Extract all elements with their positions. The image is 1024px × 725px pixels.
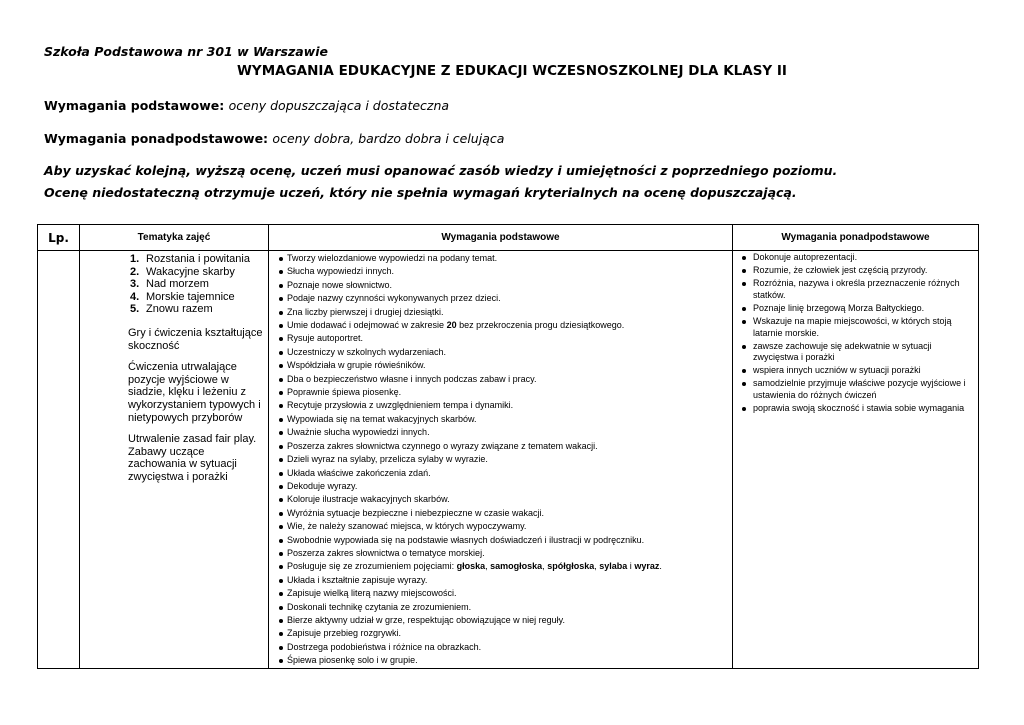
advanced-requirements-list [733,251,978,415]
list-item: Poszerza zakres słownictwa o tematyce morskiej. [279,547,728,560]
list-item: poprawia swoją skoczność i stawia sobie wymagania [742,403,974,415]
topic-paragraph-fair-play: Utrwalenie zasad fair play. Zabawy uczące zachowania w sytuacji zwycięstwa i porażki [128,433,257,483]
cell-lp [38,251,80,669]
note-failing-grade: Ocenę niedostateczną otrzymuje uczeń, który nie spełnia wymagań kryterialnych na ocenę dopuszczającą. [44,185,797,200]
list-item: Wypowiada się na temat wakacyjnych skarbów. [279,413,728,426]
list-item: Dokonuje autoprezentacji. [742,252,974,264]
list-item: Śpiewa piosenkę solo i w grupie. [279,654,728,667]
list-item: Uczestniczy w szkolnych wydarzeniach. [279,346,728,359]
table-row [38,251,979,669]
table-header-row [38,225,979,251]
header-advanced: Wymagania ponadpodstawowe [733,225,979,251]
list-item: Bierze aktywny udział w grze, respektując obowiązujące w niej reguły. [279,614,728,627]
list-item: Swobodnie wypowiada się na podstawie własnych doświadczeń i ilustracji w podręczniku. [279,534,728,547]
cell-basic-requirements [269,251,733,669]
list-item: wspiera innych uczniów w sytuacji porażki [742,365,974,377]
list-item: Poznaje nowe słownictwo. [279,279,728,292]
list-item: Posługuje się ze zrozumieniem pojęciami: głoska, samogłoska, spółgłoska, sylaba i wyraz. [279,560,728,573]
topic-paragraph-jumping: Gry i ćwiczenia kształtujące skoczność [128,326,263,352]
list-item: Zapisuje wielką literą nazwy miejscowości. [279,587,728,600]
list-item: samodzielnie przyjmuje właściwe pozycje wyjściowe i ustawienia do różnych ćwiczeń [742,378,974,401]
list-item: Rysuje autoportret. [279,332,728,345]
list-item: Wie, że należy szanować miejsca, w których wypoczywamy. [279,520,728,533]
cell-topics [80,251,269,669]
topic-item: 5. Znowu razem [130,303,213,316]
list-item: Recytuje przysłowia z uwzględnieniem tempa i dynamiki. [279,399,728,412]
list-item: Uważnie słucha wypowiedzi innych. [279,426,728,439]
list-item: Tworzy wielozdaniowe wypowiedzi na podany temat. [279,252,728,265]
list-item: Dekoduje wyrazy. [279,480,728,493]
list-item: Układa i kształtnie zapisuje wyrazy. [279,574,728,587]
list-item: Dzieli wyraz na sylaby, przelicza sylaby w wyrazie. [279,453,728,466]
advanced-requirements-label: Wymagania ponadpodstawowe: [44,131,269,146]
list-item: Koloruje ilustracje wakacyjnych skarbów. [279,493,728,506]
topic-item: 2. Wakacyjne skarby [130,265,235,278]
list-item: Umie dodawać i odejmować w zakresie 20 bez przekroczenia progu dziesiątkowego. [279,319,728,332]
topic-item: 4. Morskie tajemnice [130,290,235,303]
list-item: Podaje nazwy czynności wykonywanych przez dzieci. [279,292,728,305]
list-item: Układa właściwe zakończenia zdań. [279,467,728,480]
topic-item: 3. Nad morzem [130,278,209,291]
topic-item: 1. Rozstania i powitania [130,253,250,265]
requirements-table [37,224,979,669]
cell-advanced-requirements [733,251,979,669]
advanced-requirements-line [44,131,504,146]
list-item: Współdziała w grupie rówieśników. [279,359,728,372]
topic-paragraph-positions: Ćwiczenia utrwalające pozycje wyjściowe w siadzie, klęku i leżeniu z wykorzystaniem typowych i nietypowych przyborów [128,361,261,424]
list-item: Dostrzega podobieństwa i różnice na obrazkach. [279,641,728,654]
advanced-requirements-value: oceny dobra, bardzo dobra i celująca [272,131,505,146]
header-basic: Wymagania podstawowe [269,225,733,251]
note-higher-grade: Aby uzyskać kolejną, wyższą ocenę, uczeń musi opanować zasób wiedzy i umiejętności z poprzedniego poziomu. [44,163,838,178]
list-item: Wyróżnia sytuacje bezpieczne i niebezpieczne w czasie wakacji. [279,507,728,520]
document-title: WYMAGANIA EDUKACYJNE Z EDUKACJI WCZESNOSZKOLNEJ DLA KLASY II [237,63,787,79]
basic-requirements-list [269,251,732,668]
list-item: Słucha wypowiedzi innych. [279,265,728,278]
list-item: Rozumie, że człowiek jest częścią przyrody. [742,265,974,277]
header-lp: Lp. [38,225,80,251]
list-item: Poszerza zakres słownictwa czynnego o wyrazy związane z tematem wakacji. [279,440,728,453]
basic-requirements-line [44,98,449,113]
list-item: Zna liczby pierwszej i drugiej dziesiątki. [279,306,728,319]
list-item: Zapisuje przebieg rozgrywki. [279,627,728,640]
header-topics: Tematyka zajęć [80,225,269,251]
list-item: Doskonali technikę czytania ze zrozumieniem. [279,601,728,614]
list-item: Dba o bezpieczeństwo własne i innych podczas zabaw i pracy. [279,373,728,386]
list-item: Poprawnie śpiewa piosenkę. [279,386,728,399]
school-name: Szkoła Podstawowa nr 301 w Warszawie [44,44,328,59]
list-item: Poznaje linię brzegową Morza Bałtyckiego. [742,303,974,315]
list-item: Rozróżnia, nazywa i określa przeznaczenie różnych statków. [742,278,974,301]
topics-list [130,253,264,316]
list-item: zawsze zachowuje się adekwatnie w sytuacji zwycięstwa i porażki [742,341,974,364]
basic-requirements-value: oceny dopuszczająca i dostateczna [228,98,450,113]
list-item: Wskazuje na mapie miejscowości, w których stoją latarnie morskie. [742,316,974,339]
basic-requirements-label: Wymagania podstawowe: [44,98,225,113]
